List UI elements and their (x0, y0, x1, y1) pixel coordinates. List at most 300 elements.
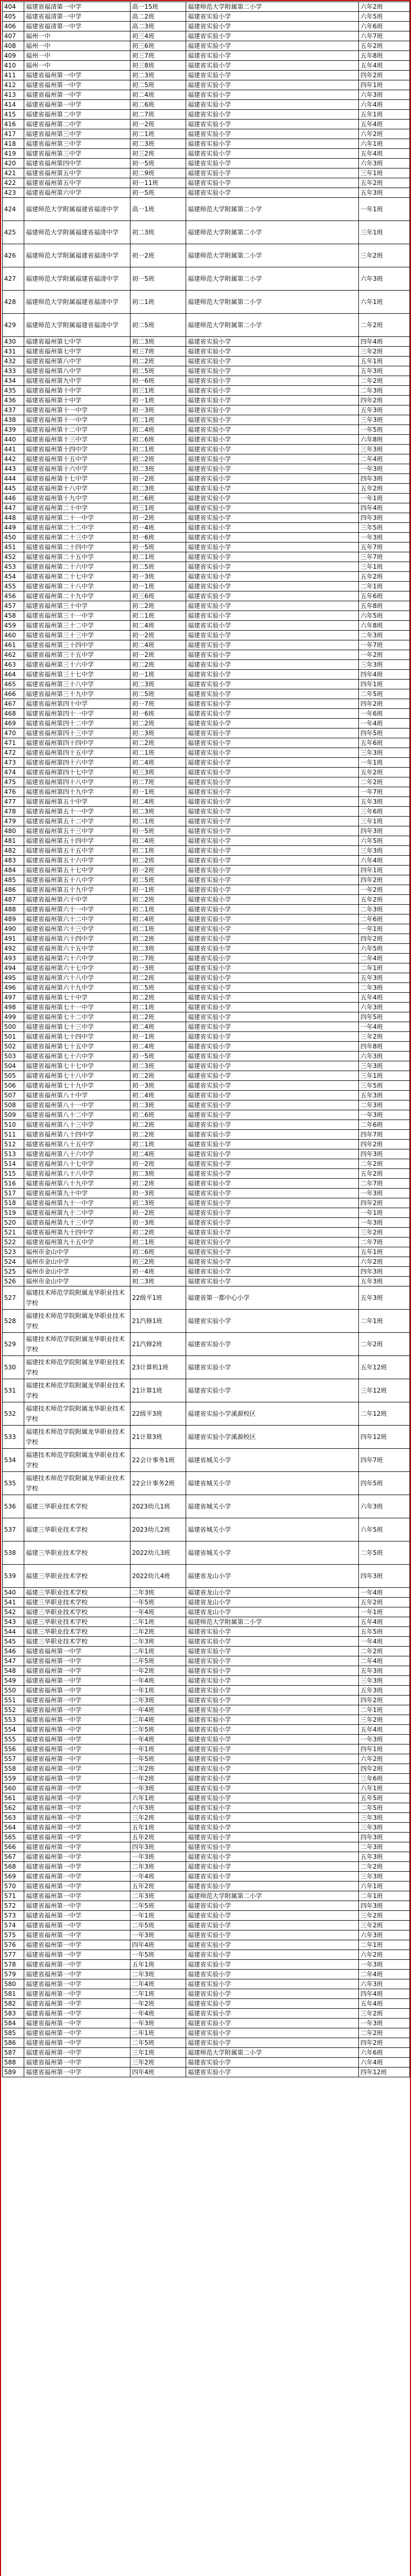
school-name-cell: 福建省福州第二十五中学 (24, 552, 130, 562)
class-cell: 初一6班 (130, 376, 186, 386)
table-row (3, 748, 410, 758)
paired-class-cell: 三年3班 (359, 748, 410, 758)
paired-class-cell: 四年3班 (359, 1833, 410, 1842)
paired-class-cell: 二年3班 (359, 386, 410, 396)
row-number-cell: 488 (3, 905, 24, 914)
paired-school-cell: 福建省实验小学 (186, 1784, 359, 1793)
school-name-cell: 福建省福州第一中学 (24, 2067, 130, 2077)
paired-school-cell: 福建省实验小学 (186, 425, 359, 435)
row-number-cell: 513 (3, 1149, 24, 1159)
paired-class-cell: 四年8班 (359, 1042, 410, 1052)
class-cell: 初三3班 (130, 768, 186, 777)
class-cell: 初一2班 (130, 1159, 186, 1169)
class-cell: 21计算3班 (130, 1426, 186, 1449)
paired-school-cell: 福建省实验小学 (186, 1813, 359, 1823)
row-number-cell: 560 (3, 1784, 24, 1793)
paired-class-cell: 五年4班 (359, 120, 410, 129)
school-name-cell: 福建省福州第一中学 (24, 1970, 130, 1979)
paired-school-cell: 福建省实验小学 (186, 1882, 359, 1891)
paired-class-cell: 四年7班 (359, 1449, 410, 1472)
paired-class-cell: 四年2班 (359, 396, 410, 405)
row-number-cell: 449 (3, 523, 24, 533)
class-cell: 一年2班 (130, 1999, 186, 2009)
paired-school-cell: 福建省实验小学 (186, 543, 359, 552)
table-row (3, 640, 410, 650)
paired-school-cell: 福建省城关小学 (186, 1449, 359, 1472)
class-cell: 初二2班 (130, 1071, 186, 1081)
table-row (3, 90, 410, 100)
table-row (3, 1310, 410, 1333)
row-number-cell: 406 (3, 22, 24, 31)
row-number-cell: 467 (3, 699, 24, 709)
class-cell: 22级平3班 (130, 1402, 186, 1426)
paired-school-cell: 福建省实验小学 (186, 1247, 359, 1257)
paired-school-cell: 福建省实验小学 (186, 866, 359, 875)
table-row (3, 1022, 410, 1032)
table-row (3, 1784, 410, 1793)
paired-school-cell: 福建省实验小学 (186, 376, 359, 386)
class-cell: 初二4班 (130, 1149, 186, 1159)
class-cell: 初二6班 (130, 1110, 186, 1120)
school-name-cell: 福建省福州第四十一中学 (24, 709, 130, 719)
table-row (3, 1960, 410, 1970)
row-number-cell: 454 (3, 572, 24, 582)
row-number-cell: 437 (3, 405, 24, 415)
school-name-cell: 福建省福州第九十四中学 (24, 1228, 130, 1238)
class-cell: 初二3班 (130, 337, 186, 347)
table-row (3, 2009, 410, 2019)
paired-class-cell: 三年1班 (359, 1071, 410, 1081)
school-name-cell: 福建省福州第二十二中学 (24, 523, 130, 533)
row-number-cell: 446 (3, 494, 24, 503)
paired-school-cell: 福建省实验小学 (186, 670, 359, 680)
table-row (3, 1862, 410, 1872)
school-name-cell: 福建省福州第一中学 (24, 1784, 130, 1793)
row-number-cell: 408 (3, 41, 24, 51)
paired-class-cell: 一年3班 (359, 1735, 410, 1744)
row-number-cell: 428 (3, 291, 24, 314)
paired-class-cell: 六年3班 (359, 1979, 410, 1989)
row-number-cell: 499 (3, 1012, 24, 1022)
class-cell: 初二3班 (130, 1277, 186, 1286)
paired-school-cell: 福建省实验小学 (186, 396, 359, 405)
table-row (3, 1823, 410, 1833)
table-row (3, 396, 410, 405)
paired-class-cell: 四年2班 (359, 1198, 410, 1208)
school-name-cell: 福建省福州第七十五中学 (24, 1042, 130, 1052)
paired-class-cell: 三年2班 (359, 244, 410, 267)
paired-class-cell: 四年7班 (359, 1130, 410, 1140)
class-cell: 初一2班 (130, 244, 186, 267)
table-row (3, 562, 410, 572)
paired-class-cell: 三年1班 (359, 817, 410, 826)
class-cell: 三年1班 (130, 2048, 186, 2058)
row-number-cell: 517 (3, 1189, 24, 1198)
paired-class-cell: 四年3班 (359, 1149, 410, 1159)
row-number-cell: 491 (3, 934, 24, 944)
class-cell: 三年2班 (130, 2058, 186, 2067)
class-cell: 初二3班 (130, 1198, 186, 1208)
row-number-cell: 553 (3, 1715, 24, 1725)
row-number-cell: 407 (3, 31, 24, 41)
row-number-cell: 574 (3, 1921, 24, 1930)
paired-class-cell: 五年4班 (359, 61, 410, 71)
paired-school-cell: 福建省实验小学 (186, 797, 359, 807)
school-name-cell: 福建省福州第三十三中学 (24, 631, 130, 640)
school-name-cell: 福建省福州第五十中学 (24, 797, 130, 807)
school-name-cell: 福州一中 (24, 61, 130, 71)
table-row (3, 1218, 410, 1228)
paired-class-cell: 五年2班 (359, 768, 410, 777)
school-name-cell: 福建省福州第六十四中学 (24, 934, 130, 944)
paired-school-cell: 福建省实验小学 (186, 464, 359, 474)
table-row (3, 621, 410, 631)
paired-class-cell: 四年5班 (359, 1012, 410, 1022)
school-name-cell: 福建省福州第二十四中学 (24, 543, 130, 552)
table-row (3, 973, 410, 983)
class-cell: 四年4班 (130, 2067, 186, 2077)
table-row (3, 386, 410, 396)
row-number-cell: 510 (3, 1120, 24, 1130)
paired-class-cell: 一年3班 (359, 2019, 410, 2028)
row-number-cell: 568 (3, 1862, 24, 1872)
table-row (3, 1169, 410, 1179)
paired-school-cell: 福建省实验小学 (186, 1911, 359, 1921)
paired-school-cell: 福建省实验小学 (186, 993, 359, 1003)
class-cell: 二年3班 (130, 1891, 186, 1901)
table-row (3, 1356, 410, 1379)
paired-class-cell: 三年3班 (359, 660, 410, 670)
paired-class-cell: 四年1班 (359, 1744, 410, 1754)
row-number-cell: 502 (3, 1042, 24, 1052)
school-name-cell: 福州一中 (24, 41, 130, 51)
paired-school-cell: 福建师范大学附属第二小学 (186, 291, 359, 314)
paired-class-cell: 四年5班 (359, 1472, 410, 1495)
table-row (3, 1042, 410, 1052)
paired-class-cell: 六年3班 (359, 1052, 410, 1061)
school-name-cell: 福建省福州第五十一中学 (24, 807, 130, 817)
paired-school-cell: 福建省实验小学 (186, 836, 359, 846)
table-row (3, 826, 410, 836)
row-number-cell: 548 (3, 1666, 24, 1676)
row-number-cell: 541 (3, 1598, 24, 1607)
table-row (3, 376, 410, 386)
paired-school-cell: 福建省实验小学 (186, 846, 359, 856)
paired-class-cell: 二年6班 (359, 1120, 410, 1130)
row-number-cell: 416 (3, 120, 24, 129)
row-number-cell: 573 (3, 1911, 24, 1921)
row-number-cell: 511 (3, 1130, 24, 1140)
table-row (3, 31, 410, 41)
table-row (3, 1100, 410, 1110)
paired-class-cell: 三年5班 (359, 523, 410, 533)
school-name-cell: 福建省福州第九十一中学 (24, 1198, 130, 1208)
row-number-cell: 515 (3, 1169, 24, 1179)
school-name-cell: 福建省福州第三十八中学 (24, 680, 130, 689)
class-cell: 初二6班 (130, 435, 186, 445)
paired-class-cell: 一年1班 (359, 1607, 410, 1617)
table-row (3, 129, 410, 139)
school-name-cell: 福建省福州第一中学 (24, 1901, 130, 1911)
table-row (3, 787, 410, 797)
paired-school-cell: 福建省实验小学 (186, 1032, 359, 1042)
paired-class-cell: 五年3班 (359, 1666, 410, 1676)
table-row (3, 719, 410, 728)
paired-school-cell: 福建省实验小学 (186, 1930, 359, 1940)
school-name-cell: 福建省福州第一中学 (24, 1754, 130, 1764)
paired-school-cell: 福建省实验小学 (186, 1715, 359, 1725)
paired-school-cell: 福建省实验小学 (186, 1744, 359, 1754)
class-cell: 初一1班 (130, 396, 186, 405)
school-name-cell: 福建省福州第一中学 (24, 1774, 130, 1784)
school-name-cell: 福建省福州第十九中学 (24, 494, 130, 503)
class-cell: 五年2班 (130, 1833, 186, 1842)
paired-class-cell: 六年4班 (359, 856, 410, 866)
class-cell: 初二4班 (130, 621, 186, 631)
paired-class-cell: 五年3班 (359, 1277, 410, 1286)
class-cell: 初二1班 (130, 1140, 186, 1149)
table-row (3, 2067, 410, 2077)
class-cell: 初二3班 (130, 1100, 186, 1110)
paired-school-cell: 福建省实验小学 (186, 1627, 359, 1637)
school-name-cell: 福建省福州第一中学 (24, 1686, 130, 1696)
paired-school-cell: 福建省实验小学 (186, 777, 359, 787)
table-row (3, 80, 410, 90)
table-row (3, 22, 410, 31)
school-name-cell: 福建省福州第一中学 (24, 2028, 130, 2038)
row-number-cell: 459 (3, 621, 24, 631)
paired-school-cell: 福建省实验小学 (186, 484, 359, 494)
row-number-cell: 522 (3, 1238, 24, 1247)
row-number-cell: 578 (3, 1960, 24, 1970)
paired-school-cell: 福建省实验小学 (186, 1081, 359, 1091)
paired-class-cell: 二年2班 (359, 1647, 410, 1656)
class-cell: 初一4班 (130, 523, 186, 533)
table-row (3, 954, 410, 963)
school-name-cell: 福建省福州第八十五中学 (24, 1140, 130, 1149)
table-row (3, 875, 410, 885)
row-number-cell: 496 (3, 983, 24, 993)
paired-school-cell: 福建省实验小学 (186, 640, 359, 650)
table-row (3, 513, 410, 523)
table-row (3, 1774, 410, 1784)
paired-class-cell: 五年3班 (359, 1091, 410, 1100)
paired-class-cell: 六年7班 (359, 31, 410, 41)
paired-school-cell: 福建省实验小学 (186, 621, 359, 631)
paired-class-cell: 一年2班 (359, 650, 410, 660)
paired-class-cell: 一年3班 (359, 1218, 410, 1228)
paired-class-cell: 四年2班 (359, 2038, 410, 2048)
paired-school-cell: 福建省实验小学 (186, 905, 359, 914)
table-row (3, 1091, 410, 1100)
table-row (3, 100, 410, 110)
school-name-cell: 福建省福州第七十九中学 (24, 1081, 130, 1091)
class-cell: 一年4班 (130, 1607, 186, 1617)
school-name-cell: 福建省福州第一中学 (24, 1715, 130, 1725)
paired-school-cell: 福建省实验小学 (186, 139, 359, 149)
class-cell: 二年4班 (130, 1979, 186, 1989)
class-cell: 高二2班 (130, 12, 186, 22)
school-name-cell: 福建省福州第一中学 (24, 1833, 130, 1842)
paired-class-cell: 一年4班 (359, 1022, 410, 1032)
school-name-cell: 福建省福州第三十四中学 (24, 640, 130, 650)
row-number-cell: 483 (3, 856, 24, 866)
paired-class-cell: 二年3班 (359, 905, 410, 914)
paired-school-cell: 福建省实验小学 (186, 51, 359, 61)
paired-class-cell: 二年7班 (359, 1179, 410, 1189)
paired-school-cell: 福建省实验小学 (186, 90, 359, 100)
paired-school-cell: 福建省实验小学 (186, 1333, 359, 1356)
table-row (3, 1198, 410, 1208)
class-cell: 二年1班 (130, 1617, 186, 1627)
table-row (3, 1744, 410, 1754)
class-cell: 初二4班 (130, 797, 186, 807)
paired-class-cell: 一年2班 (359, 885, 410, 895)
table-row (3, 267, 410, 291)
paired-class-cell: 四年2班 (359, 1696, 410, 1705)
class-cell: 初二4班 (130, 640, 186, 650)
paired-school-cell: 福建省实验小学 (186, 1277, 359, 1286)
school-name-cell: 福州市金山中学 (24, 1267, 130, 1277)
row-number-cell: 414 (3, 100, 24, 110)
row-number-cell: 576 (3, 1940, 24, 1950)
row-number-cell: 575 (3, 1930, 24, 1940)
paired-school-cell: 福建省实验小学 (186, 1310, 359, 1333)
school-name-cell: 福建省福州第九十三中学 (24, 1218, 130, 1228)
school-name-cell: 福建省福州第一中学 (24, 100, 130, 110)
paired-class-cell: 二年1班 (359, 1705, 410, 1715)
paired-class-cell: 五年1班 (359, 110, 410, 120)
school-name-cell: 福建省福州第一中学 (24, 1803, 130, 1813)
class-cell: 初三4班 (130, 31, 186, 41)
class-cell: 初一1班 (130, 582, 186, 591)
row-number-cell: 460 (3, 631, 24, 640)
paired-class-cell: 一年3班 (359, 1189, 410, 1198)
class-cell: 一年4班 (130, 2009, 186, 2019)
paired-school-cell: 福建省城关小学 (186, 1495, 359, 1518)
school-name-cell: 福建省福州第三十二中学 (24, 621, 130, 631)
class-cell: 21汽修2班 (130, 1333, 186, 1356)
class-cell: 初二5班 (130, 314, 186, 337)
class-cell: 初三1班 (130, 503, 186, 513)
row-number-cell: 450 (3, 533, 24, 543)
row-number-cell: 482 (3, 846, 24, 856)
paired-class-cell: 一年1班 (359, 758, 410, 768)
paired-school-cell: 福建省实验小学 (186, 80, 359, 90)
class-cell: 初二2班 (130, 934, 186, 944)
row-number-cell: 470 (3, 728, 24, 738)
paired-school-cell: 福建省实验小学 (186, 1169, 359, 1179)
paired-school-cell: 福建省实验小学 (186, 758, 359, 768)
row-number-cell: 487 (3, 895, 24, 905)
paired-school-cell: 福建省实验小学 (186, 494, 359, 503)
table-row (3, 1159, 410, 1169)
class-cell: 初二2班 (130, 1228, 186, 1238)
paired-class-cell: 二年1班 (359, 1310, 410, 1333)
paired-school-cell: 福建省实验小学 (186, 1071, 359, 1081)
class-cell: 一年4班 (130, 1705, 186, 1715)
paired-school-cell: 福建师范大学附属第二小学 (186, 198, 359, 221)
paired-class-cell: 四年4班 (359, 1989, 410, 1999)
assignment-table (2, 2, 410, 2077)
paired-class-cell: 二年5班 (359, 1541, 410, 1565)
paired-school-cell: 福建师范大学附属第二小学 (186, 1617, 359, 1627)
row-number-cell: 432 (3, 357, 24, 366)
paired-school-cell: 福建省实验小学 (186, 631, 359, 640)
class-cell: 高二3班 (130, 22, 186, 31)
class-cell: 2023幼儿1班 (130, 1495, 186, 1518)
school-name-cell: 福建省福州第一中学 (24, 1999, 130, 2009)
row-number-cell: 424 (3, 198, 24, 221)
row-number-cell: 430 (3, 337, 24, 347)
table-row (3, 1588, 410, 1598)
class-cell: 初二1班 (130, 611, 186, 621)
paired-class-cell: 五年3班 (359, 188, 410, 198)
row-number-cell: 471 (3, 738, 24, 748)
table-row (3, 1735, 410, 1744)
row-number-cell: 552 (3, 1705, 24, 1715)
paired-class-cell: 四年2班 (359, 934, 410, 944)
school-name-cell: 福建省福清第一中学 (24, 22, 130, 31)
paired-school-cell: 福建省实验小学 (186, 768, 359, 777)
school-name-cell: 福建省福州第八十八中学 (24, 1169, 130, 1179)
table-row (3, 198, 410, 221)
school-name-cell: 福建省福州第四十七中学 (24, 768, 130, 777)
class-cell: 高一15班 (130, 2, 186, 12)
row-number-cell: 544 (3, 1627, 24, 1637)
paired-school-cell: 福建省实验小学 (186, 1989, 359, 1999)
school-name-cell: 福建省福州第七中学 (24, 337, 130, 347)
class-cell: 初二7班 (130, 777, 186, 787)
class-cell: 初二2班 (130, 719, 186, 728)
table-body (3, 2, 410, 2077)
paired-class-cell: 三年1班 (359, 562, 410, 572)
row-number-cell: 561 (3, 1793, 24, 1803)
class-cell: 初一3班 (130, 1081, 186, 1091)
class-cell: 22会计事务1班 (130, 1449, 186, 1472)
class-cell: 四年4班 (130, 1940, 186, 1950)
class-cell: 一年5班 (130, 1754, 186, 1764)
paired-school-cell: 福建省实验小学 (186, 1676, 359, 1686)
school-name-cell: 福建省福州第一中学 (24, 1930, 130, 1940)
paired-school-cell: 福建省实验小学 (186, 787, 359, 797)
paired-school-cell: 福建省实验小学 (186, 1179, 359, 1189)
paired-class-cell: 一年3班 (359, 1110, 410, 1120)
paired-school-cell: 福建省实验小学 (186, 1149, 359, 1159)
paired-school-cell: 福建省实验小学 (186, 188, 359, 198)
school-name-cell: 福建三华职业技术学校 (24, 1627, 130, 1637)
row-number-cell: 493 (3, 954, 24, 963)
row-number-cell: 497 (3, 993, 24, 1003)
row-number-cell: 415 (3, 110, 24, 120)
school-name-cell: 福建省福州第八十七中学 (24, 1159, 130, 1169)
paired-school-cell: 福建省实验小学 (186, 1267, 359, 1277)
school-name-cell: 福建省福州第七十二中学 (24, 1012, 130, 1022)
row-number-cell: 422 (3, 178, 24, 188)
table-row (3, 41, 410, 51)
class-cell: 六年1班 (130, 1793, 186, 1803)
class-cell: 初二1班 (130, 905, 186, 914)
row-number-cell: 512 (3, 1140, 24, 1149)
paired-class-cell: 三年3班 (359, 1061, 410, 1071)
school-name-cell: 福建省福州第四十九中学 (24, 787, 130, 797)
school-name-cell: 福建省福州第一中学 (24, 1940, 130, 1950)
paired-class-cell: 二年12班 (359, 1402, 410, 1426)
row-number-cell: 443 (3, 464, 24, 474)
school-name-cell: 福建三华职业技术学校 (24, 1617, 130, 1627)
row-number-cell: 418 (3, 139, 24, 149)
table-row (3, 2, 410, 12)
